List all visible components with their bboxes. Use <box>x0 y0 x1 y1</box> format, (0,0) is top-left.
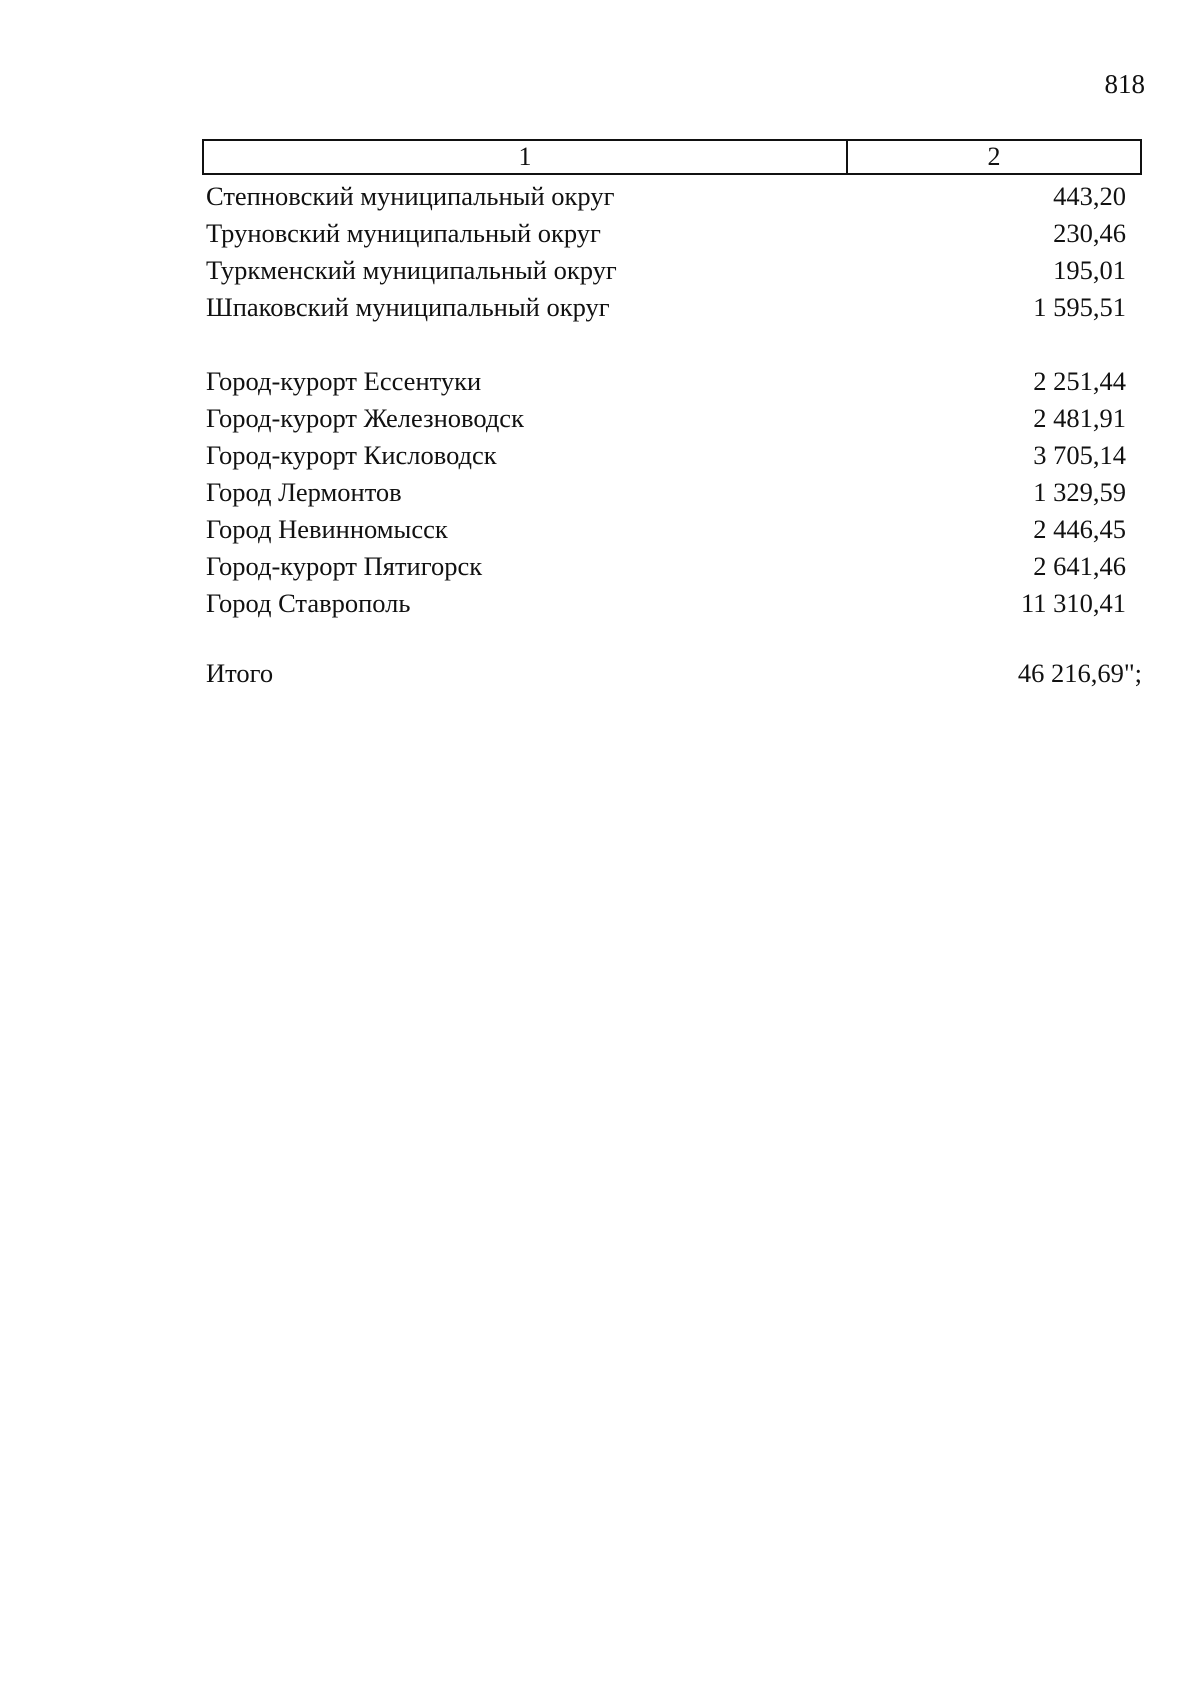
row-value: 11 310,41 <box>1020 588 1126 618</box>
row-name: Город Невинномысск <box>206 514 448 544</box>
table-header <box>202 139 1142 175</box>
total-value: 46 216,69"; <box>1017 658 1142 688</box>
row-value: 230,46 <box>1053 218 1126 248</box>
page-number: 818 <box>1104 69 1145 99</box>
row-value: 1 595,51 <box>1033 292 1126 322</box>
row-name: Город Лермонтов <box>206 477 402 507</box>
row-name: Шпаковский муниципальный округ <box>206 292 610 322</box>
row-value: 2 641,46 <box>1033 551 1126 581</box>
header-column-1: 1 <box>204 141 848 173</box>
row-name: Город-курорт Железноводск <box>206 403 524 433</box>
table-row <box>206 437 1126 474</box>
table-row <box>206 511 1126 548</box>
total-row <box>206 655 1142 692</box>
table-row <box>206 178 1126 215</box>
table-row <box>206 474 1126 511</box>
row-name: Степновский муниципальный округ <box>206 181 615 211</box>
row-value: 1 329,59 <box>1033 477 1126 507</box>
row-name: Город-курорт Ессентуки <box>206 366 482 396</box>
row-name: Город Ставрополь <box>206 588 411 618</box>
header-column-2: 2 <box>987 142 1001 171</box>
table-row <box>206 548 1126 585</box>
table-row <box>206 400 1126 437</box>
table-row <box>206 215 1126 252</box>
row-name: Город-курорт Пятигорск <box>206 551 483 581</box>
row-name: Туркменский муниципальный округ <box>206 255 617 285</box>
row-value: 443,20 <box>1053 181 1126 211</box>
row-name: Город-курорт Кисловодск <box>206 440 497 470</box>
total-label: Итого <box>206 658 274 688</box>
table-body <box>206 178 1142 692</box>
row-value: 2 251,44 <box>1033 366 1126 396</box>
table-row <box>206 252 1126 289</box>
row-value: 2 481,91 <box>1033 403 1126 433</box>
table-row <box>206 289 1126 326</box>
table-row <box>206 585 1126 622</box>
row-value: 2 446,45 <box>1033 514 1126 544</box>
row-name: Труновский муниципальный округ <box>206 218 601 248</box>
row-value: 3 705,14 <box>1033 440 1126 470</box>
section-spacer <box>206 622 1126 655</box>
table-row <box>206 363 1126 400</box>
row-value: 195,01 <box>1053 255 1126 285</box>
section-spacer <box>206 326 1126 363</box>
